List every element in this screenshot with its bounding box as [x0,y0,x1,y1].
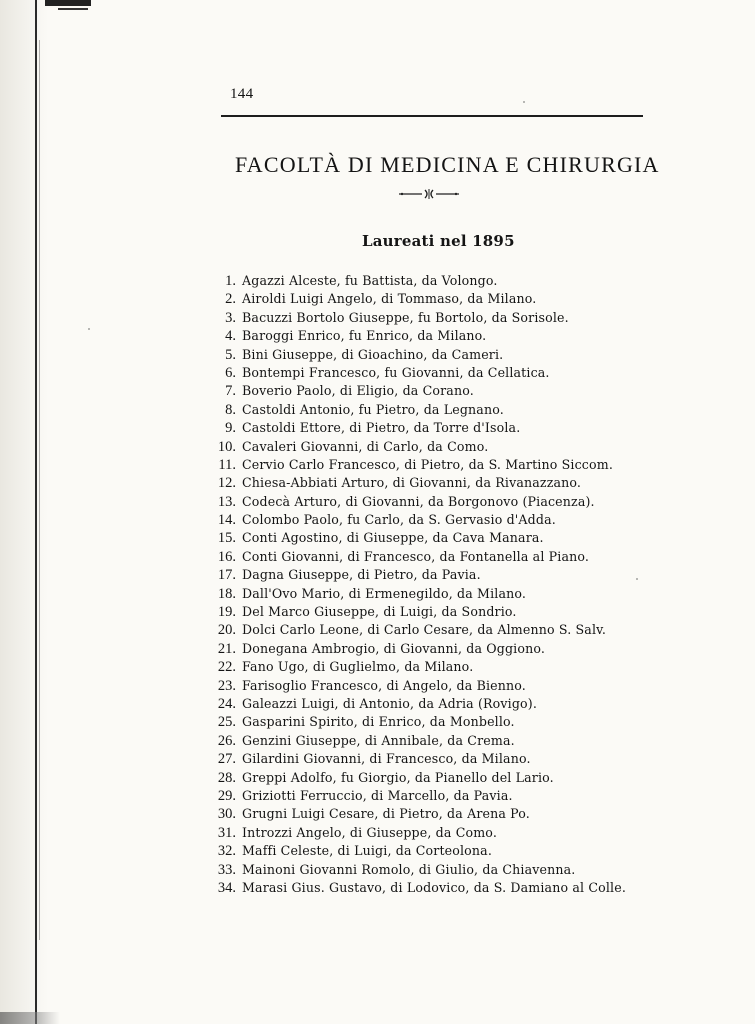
list-item-text: Dolci Carlo Leone, di Carlo Cesare, da Almenno S. Salv. [242,622,607,638]
book-binding-edge [0,0,48,1024]
list-item [208,713,678,731]
list-item-number: 18. [217,585,236,602]
list-item [208,548,678,566]
list-item-number: 20. [217,622,236,639]
list-item [208,474,678,492]
paper-speck [523,101,525,103]
scan-corner-tick [58,8,88,10]
list-item-text: Airoldi Luigi Angelo, di Tommaso, da Milano. [242,291,537,307]
list-item-text: Castoldi Ettore, di Pietro, da Torre d'Isola. [242,420,521,436]
list-item-text: Greppi Adolfo, fu Giorgio, da Pianello del Lario. [242,769,554,785]
list-item [208,401,678,419]
decorative-dash-ornament-icon [398,188,460,200]
list-item-text: Conti Agostino, di Giuseppe, da Cava Manara. [242,530,544,546]
list-item [208,290,678,308]
list-item [208,750,678,768]
list-item-text: Castoldi Antonio, fu Pietro, da Legnano. [242,401,504,417]
list-item [208,456,678,474]
list-item-text: Marasi Gius. Gustavo, di Lodovico, da S. Damiano al Colle. [242,879,626,895]
list-item-number: 13. [217,493,236,510]
paper-speck [88,328,90,330]
list-item-number: 14. [217,512,236,529]
list-item-text: Chiesa-Abbiati Arturo, di Giovanni, da Rivanazzano. [242,475,582,491]
list-item-text: Bontempi Francesco, fu Giovanni, da Cellatica. [242,364,550,380]
list-item [208,272,678,290]
list-item-number: 22. [217,659,236,676]
list-item [208,585,678,603]
scan-corner-mark [45,0,91,6]
list-item-text: Introzzi Angelo, di Giuseppe, da Como. [242,824,497,840]
list-item-text: Colombo Paolo, fu Carlo, da S. Gervasio d'Adda. [242,512,556,528]
list-item-number: 11. [218,456,236,473]
list-item [208,493,678,511]
list-item-text: Griziotti Ferruccio, di Marcello, da Pavia. [242,787,513,803]
list-item-number: 4. [225,328,236,345]
faculty-title: FACOLTÀ DI MEDICINA E CHIRURGIA [235,152,660,177]
list-item-number: 19. [217,604,236,621]
list-item [208,879,678,897]
list-item-text: Donegana Ambrogio, di Giovanni, da Oggiono. [242,640,546,656]
list-item [208,658,678,676]
list-item-text: Dagna Giuseppe, di Pietro, da Pavia. [242,567,481,583]
list-item [208,346,678,364]
page-number: 144 [230,86,254,102]
list-item [208,677,678,695]
list-item-number: 29. [217,787,236,804]
list-item-number: 2. [225,291,236,308]
list-item-text: Agazzi Alceste, fu Battista, da Volongo. [242,273,498,288]
list-item-number: 10. [217,438,236,455]
list-item-number: 7. [225,383,236,400]
list-item-number: 17. [217,567,236,584]
list-item [208,621,678,639]
list-item [208,861,678,879]
list-item-number: 24. [217,695,236,712]
list-item-text: Gilardini Giovanni, di Francesco, da Milano. [242,751,531,767]
list-item-text: Cervio Carlo Francesco, di Pietro, da S. Martino Siccom. [242,456,613,472]
header-rule [221,115,643,117]
list-item [208,842,678,860]
list-item [208,695,678,713]
list-item [208,566,678,584]
list-item-number: 27. [217,751,236,768]
list-item [208,640,678,658]
list-item-number: 21. [217,640,236,657]
list-item [208,382,678,400]
list-item-number: 16. [217,548,236,565]
list-item-text: Genzini Giuseppe, di Annibale, da Crema. [242,732,515,748]
list-item-text: Mainoni Giovanni Romolo, di Giulio, da Chiavenna. [242,861,576,877]
list-item-text: Boverio Paolo, di Eligio, da Corano. [242,383,474,399]
list-item-number: 9. [225,420,236,437]
list-item-number: 15. [217,530,236,547]
list-item-text: Codecà Arturo, di Giovanni, da Borgonovo (Piacenza). [242,493,595,509]
list-item [208,511,678,529]
list-item [208,769,678,787]
list-item [208,805,678,823]
list-item-number: 5. [225,346,236,363]
list-item-number: 12. [217,475,236,492]
list-item [208,787,678,805]
binding-line [35,0,37,1024]
list-item [208,327,678,345]
list-item-number: 23. [217,677,236,694]
list-item-text: Farisoglio Francesco, di Angelo, da Bienno. [242,677,526,693]
list-item-number: 6. [225,364,236,381]
list-item-number: 26. [217,732,236,749]
list-item [208,419,678,437]
list-item [208,364,678,382]
list-item-number: 34. [217,879,236,896]
list-item-text: Cavaleri Giovanni, di Carlo, da Como. [242,438,489,454]
scan-bottom-smudge [0,1012,60,1024]
list-item-number: 1. [225,273,236,289]
list-item-text: Fano Ugo, di Guglielmo, da Milano. [242,659,474,675]
list-item [208,529,678,547]
graduates-list [208,272,678,897]
list-item-number: 25. [217,714,236,731]
list-item-text: Del Marco Giuseppe, di Luigi, da Sondrio. [242,604,517,620]
list-item [208,309,678,327]
section-heading: Laureati nel 1895 [362,232,515,250]
binding-shadow-line [39,40,40,940]
list-item-number: 32. [217,843,236,860]
list-item [208,732,678,750]
list-item-text: Gasparini Spirito, di Enrico, da Monbello. [242,714,515,730]
list-item-number: 33. [217,861,236,878]
list-item-text: Dall'Ovo Mario, di Ermenegildo, da Milano. [242,585,527,601]
list-item-text: Bacuzzi Bortolo Giuseppe, fu Bortolo, da Sorisole. [242,309,569,325]
list-item-number: 30. [217,806,236,823]
list-item-text: Baroggi Enrico, fu Enrico, da Milano. [242,328,487,344]
list-item [208,603,678,621]
list-item-number: 31. [217,824,236,841]
list-item-text: Bini Giuseppe, di Gioachino, da Cameri. [242,346,504,362]
list-item-text: Grugni Luigi Cesare, di Pietro, da Arena Po. [242,806,530,822]
list-item-text: Conti Giovanni, di Francesco, da Fontanella al Piano. [242,548,590,564]
list-item-number: 3. [225,309,236,326]
list-item-text: Galeazzi Luigi, di Antonio, da Adria (Rovigo). [242,695,537,711]
list-item-number: 28. [217,769,236,786]
list-item-number: 8. [225,401,236,418]
list-item [208,824,678,842]
list-item [208,438,678,456]
list-item-text: Maffi Celeste, di Luigi, da Corteolona. [242,843,492,859]
